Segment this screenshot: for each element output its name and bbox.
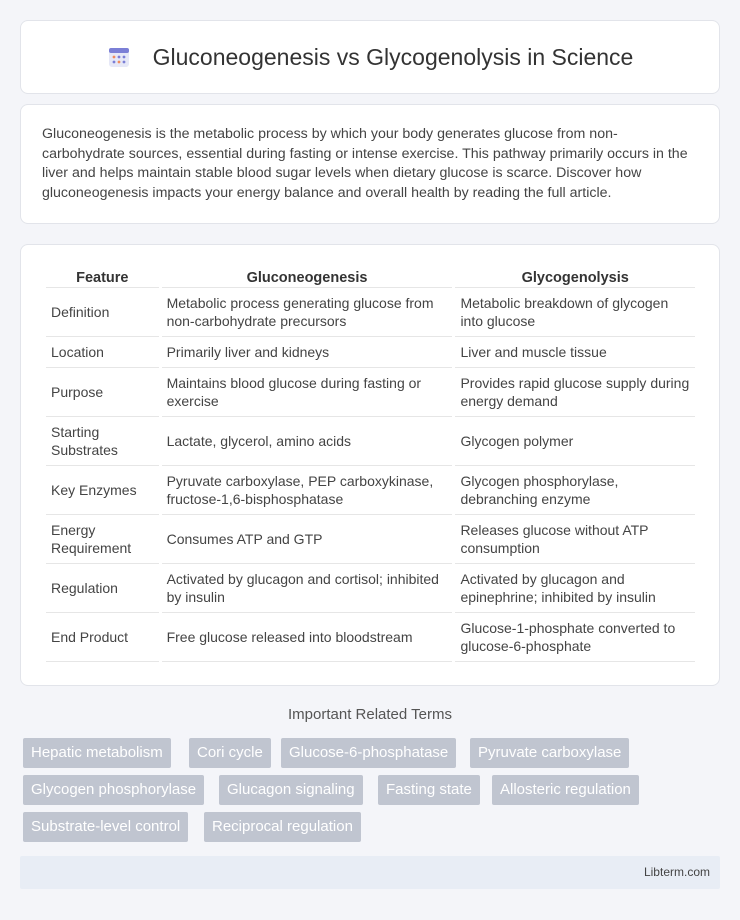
feature-cell: Starting Substrates — [46, 417, 159, 466]
gluconeogenesis-cell: Lactate, glycerol, amino acids — [162, 417, 453, 466]
glycogenolysis-cell: Liver and muscle tissue — [455, 337, 695, 368]
gluconeogenesis-cell: Primarily liver and kidneys — [162, 337, 453, 368]
calendar-grid-icon — [107, 45, 131, 69]
gluconeogenesis-cell: Metabolic process generating glucose from non-carbohydrate precursors — [162, 288, 453, 337]
feature-cell: Energy Requirement — [46, 515, 159, 564]
glycogenolysis-cell: Metabolic breakdown of glycogen into glucose — [455, 288, 695, 337]
glycogenolysis-cell: Glycogen phosphorylase, debranching enzyme — [455, 466, 695, 515]
footer — [20, 856, 720, 889]
table-header-row — [46, 266, 695, 288]
feature-cell: Purpose — [46, 368, 159, 417]
feature-cell: Regulation — [46, 564, 159, 613]
related-term-tag[interactable]: Glycogen phosphorylase — [23, 775, 204, 805]
related-term-tag[interactable]: Cori cycle — [189, 738, 271, 768]
table-row — [46, 337, 695, 368]
gluconeogenesis-cell: Pyruvate carboxylase, PEP carboxykinase, fructose-1,6-bisphosphatase — [162, 466, 453, 515]
related-term-tag[interactable]: Pyruvate carboxylase — [470, 738, 629, 768]
gluconeogenesis-cell: Free glucose released into bloodstream — [162, 613, 453, 662]
page-title: Gluconeogenesis vs Glycogenolysis in Science — [152, 43, 634, 70]
gluconeogenesis-cell: Consumes ATP and GTP — [162, 515, 453, 564]
glycogenolysis-cell: Glucose-1-phosphate converted to glucose-6-phosphate — [455, 613, 695, 662]
related-term-tag[interactable]: Allosteric regulation — [492, 775, 639, 805]
gluconeogenesis-cell: Maintains blood glucose during fasting or exercise — [162, 368, 453, 417]
header-gluconeogenesis: Gluconeogenesis — [162, 266, 453, 288]
table-row — [46, 288, 695, 337]
related-term-tag[interactable]: Reciprocal regulation — [204, 812, 361, 842]
feature-cell: Key Enzymes — [46, 466, 159, 515]
title-card — [20, 20, 720, 94]
header-feature: Feature — [46, 266, 159, 288]
related-term-tag[interactable]: Substrate-level control — [23, 812, 188, 842]
table-row — [46, 515, 695, 564]
table-row — [46, 466, 695, 515]
gluconeogenesis-cell: Activated by glucagon and cortisol; inhibited by insulin — [162, 564, 453, 613]
related-term-tag[interactable]: Hepatic metabolism — [23, 738, 171, 768]
feature-cell: Location — [46, 337, 159, 368]
feature-cell: End Product — [46, 613, 159, 662]
comparison-card — [20, 244, 720, 686]
table-row — [46, 613, 695, 662]
footer-site-link[interactable]: Libterm.com — [643, 865, 710, 879]
related-term-tag[interactable]: Glucagon signaling — [219, 775, 363, 805]
glycogenolysis-cell: Releases glucose without ATP consumption — [455, 515, 695, 564]
glycogenolysis-cell: Provides rapid glucose supply during energy demand — [455, 368, 695, 417]
glycogenolysis-cell: Glycogen polymer — [455, 417, 695, 466]
header-glycogenolysis: Glycogenolysis — [455, 266, 695, 288]
intro-card — [20, 104, 720, 224]
related-terms-heading: Important Related Terms — [288, 706, 452, 723]
table-row — [46, 564, 695, 613]
intro-paragraph: Gluconeogenesis is the metabolic process by which your body generates glucose from non-carbohydrate sources, essential during fasting or intense exercise. This pathway primarily occurs in the liver and helps maintain stable blood sugar levels when dietary glucose is scarce. Discover how gluconeogenesis impacts your energy balance and overall health by reading the full article. — [42, 126, 688, 201]
table-row — [46, 417, 695, 466]
comparison-table — [43, 266, 698, 662]
table-row — [46, 368, 695, 417]
glycogenolysis-cell: Activated by glucagon and epinephrine; inhibited by insulin — [455, 564, 695, 613]
related-term-tag[interactable]: Glucose-6-phosphatase — [281, 738, 456, 768]
feature-cell: Definition — [46, 288, 159, 337]
related-term-tag[interactable]: Fasting state — [378, 775, 480, 805]
